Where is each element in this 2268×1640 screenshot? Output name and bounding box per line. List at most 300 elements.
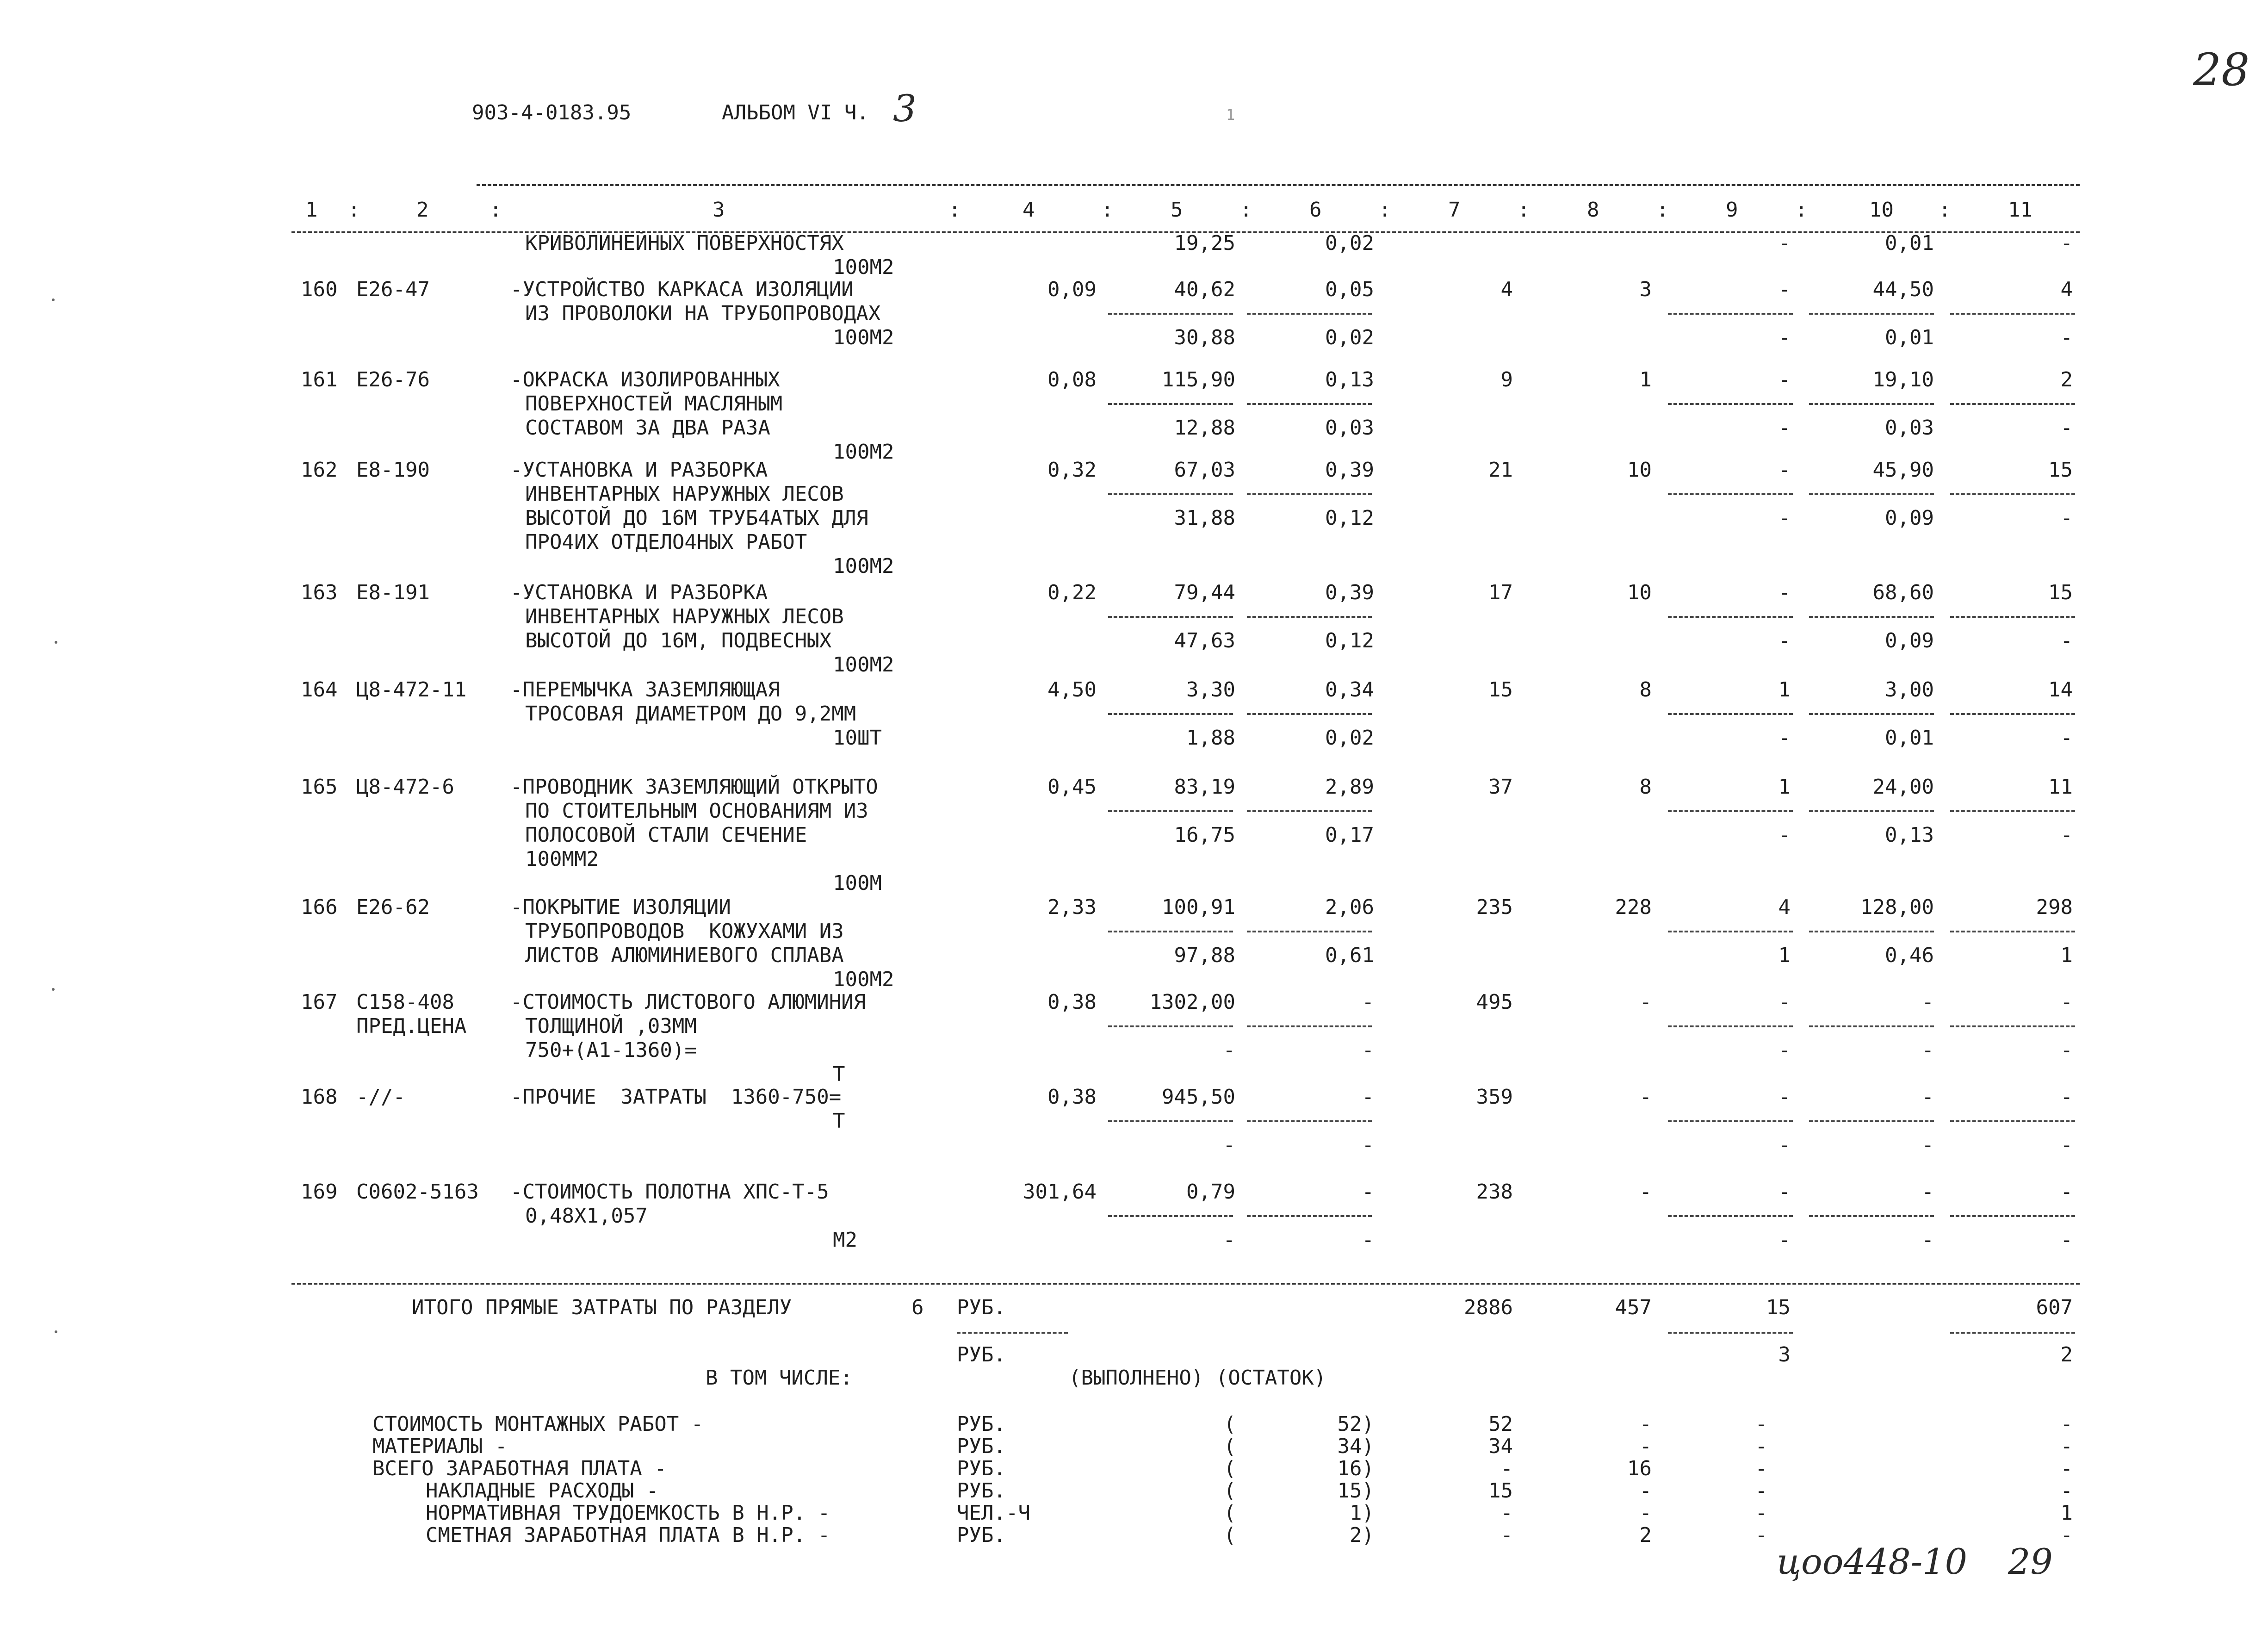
row-col11-sub: - bbox=[2060, 1038, 2073, 1062]
row-col9-sub: - bbox=[1778, 326, 1791, 349]
breakdown-label: СТОИМОСТЬ МОНТАЖНЫХ РАБОТ - bbox=[372, 1412, 704, 1436]
row-unit: 100М2 bbox=[833, 968, 894, 991]
row-col10-base: - bbox=[1921, 990, 1934, 1014]
row-separator bbox=[1809, 403, 1934, 405]
column-separator: : bbox=[1795, 198, 1808, 222]
column-separator: : bbox=[1379, 198, 1391, 222]
total-unit-2: РУБ. bbox=[957, 1343, 1006, 1367]
column-header-2: 2 bbox=[416, 198, 429, 222]
breakdown-unit: РУБ. bbox=[957, 1479, 1006, 1503]
row-code: Ц8-472-6 bbox=[356, 775, 454, 799]
row-col7: 9 bbox=[1500, 368, 1513, 391]
row-col10-sub: 0,09 bbox=[1885, 506, 1934, 530]
row-col6-sub: - bbox=[1362, 1228, 1374, 1252]
row-separator bbox=[1950, 713, 2075, 715]
row-separator bbox=[1247, 1025, 1372, 1027]
column-separator: : bbox=[1939, 198, 1951, 222]
row-col7: 37 bbox=[1488, 775, 1513, 799]
breakdown-label: НОРМАТИВНАЯ ТРУДОЕМКОСТЬ В Н.Р. - bbox=[426, 1501, 830, 1525]
row-code: Е26-47 bbox=[356, 278, 430, 301]
row-col10-base: 44,50 bbox=[1872, 278, 1934, 301]
row-col7: 21 bbox=[1488, 458, 1513, 482]
breakdown-col9: - bbox=[1755, 1523, 1767, 1547]
row-col11-base: 2 bbox=[2060, 368, 2073, 391]
row-number: 165 bbox=[301, 775, 338, 799]
row-col6-sub: 0,03 bbox=[1325, 416, 1374, 440]
row-description-line: -СТОИМОСТЬ ЛИСТОВОГО АЛЮМИНИЯ bbox=[510, 990, 866, 1014]
row-col10-base: - bbox=[1921, 1180, 1934, 1204]
row-number: 167 bbox=[301, 990, 338, 1014]
row-col5-base: 79,44 bbox=[1174, 581, 1235, 604]
row-col10-sub: - bbox=[1921, 1228, 1934, 1252]
row-description-line: 0,48Х1,057 bbox=[525, 1204, 648, 1228]
column-header-8: 8 bbox=[1587, 198, 1599, 222]
column-header-9: 9 bbox=[1726, 198, 1738, 222]
row-col11-sub: - bbox=[2060, 629, 2073, 652]
row-col7: 15 bbox=[1488, 678, 1513, 702]
row-col10-base: 24,00 bbox=[1872, 775, 1934, 799]
breakdown-done: 15) bbox=[1337, 1479, 1374, 1503]
total-sep-unit bbox=[957, 1332, 1068, 1334]
breakdown-col11: - bbox=[2060, 1412, 2073, 1436]
row-separator bbox=[1668, 1025, 1793, 1027]
row-col9-sub: - bbox=[1778, 1038, 1791, 1062]
in-that-number-label: В ТОМ ЧИСЛЕ: bbox=[706, 1366, 853, 1390]
row-separator bbox=[1668, 403, 1793, 405]
row-unit: 100М2 bbox=[833, 554, 894, 578]
row-col9-base: 1 bbox=[1778, 775, 1791, 799]
document-code: 903-4-0183.95 bbox=[472, 101, 632, 124]
row-description-line: СОСТАВОМ ЗА ДВА РАЗА bbox=[525, 416, 770, 440]
row-col4: 0,09 bbox=[1047, 278, 1097, 301]
row-description-line: ВЫСОТОЙ ДО 16М, ПОДВЕСНЫХ bbox=[525, 629, 832, 652]
row-col8: - bbox=[1639, 990, 1652, 1014]
row-col8: 10 bbox=[1627, 458, 1652, 482]
row-col6-base: - bbox=[1362, 990, 1374, 1014]
breakdown-open-paren: ( bbox=[1224, 1457, 1236, 1480]
breakdown-col7: - bbox=[1500, 1523, 1513, 1547]
row-separator bbox=[1108, 931, 1233, 932]
breakdown-col7: 52 bbox=[1488, 1412, 1513, 1436]
row-separator bbox=[1950, 493, 2075, 495]
row-col5-base: 83,19 bbox=[1174, 775, 1235, 799]
row-col11-base: 11 bbox=[2048, 775, 2073, 799]
row-separator bbox=[1950, 313, 2075, 315]
row-col5-sub: 16,75 bbox=[1174, 823, 1235, 847]
row-col10-sub: 0,13 bbox=[1885, 823, 1934, 847]
column-header-3: 3 bbox=[713, 198, 725, 222]
row-code: -//- bbox=[356, 1085, 405, 1109]
breakdown-done: 2) bbox=[1350, 1523, 1374, 1547]
row-code: Ц8-472-11 bbox=[356, 678, 467, 702]
row-description-line: ИНВЕНТАРНЫХ НАРУЖНЫХ ЛЕСОВ bbox=[525, 482, 844, 506]
row-description-line: -ПОКРЫТИЕ ИЗОЛЯЦИИ bbox=[510, 895, 731, 919]
row-separator bbox=[1247, 493, 1372, 495]
row-col11-base: 14 bbox=[2048, 678, 2073, 702]
row-col11-sub: - bbox=[2060, 416, 2073, 440]
row-separator bbox=[1247, 403, 1372, 405]
row-col5-base: 115,90 bbox=[1162, 368, 1235, 391]
column-header-6: 6 bbox=[1309, 198, 1322, 222]
row-col9-base: - bbox=[1778, 1180, 1791, 1204]
row-col11-base: 4 bbox=[2060, 278, 2073, 301]
column-separator: : bbox=[1240, 198, 1252, 222]
row-col11-sub: - bbox=[2060, 823, 2073, 847]
row-description-line: ИЗ ПРОВОЛОКИ НА ТРУБОПРОВОДАХ bbox=[525, 302, 881, 325]
column-separator: : bbox=[1656, 198, 1669, 222]
row-separator bbox=[1809, 1120, 1934, 1122]
row-number: 162 bbox=[301, 458, 338, 482]
breakdown-unit: РУБ. bbox=[957, 1412, 1006, 1436]
total-unit: РУБ. bbox=[957, 1296, 1006, 1319]
column-header-7: 7 bbox=[1448, 198, 1461, 222]
row-col8: 8 bbox=[1639, 678, 1652, 702]
row-col11-base: 15 bbox=[2048, 458, 2073, 482]
row-col5-sub: 47,63 bbox=[1174, 629, 1235, 652]
row-col11-base: 298 bbox=[2036, 895, 2073, 919]
row-col8: - bbox=[1639, 1180, 1652, 1204]
row-col4: 2,33 bbox=[1047, 895, 1097, 919]
row-separator bbox=[1809, 493, 1934, 495]
row-col4: 0,32 bbox=[1047, 458, 1097, 482]
row-separator bbox=[1668, 313, 1793, 315]
row-separator bbox=[1809, 1025, 1934, 1027]
column-header-1: 1 bbox=[305, 198, 318, 222]
row-separator bbox=[1809, 810, 1934, 812]
row-col10-base: - bbox=[1921, 1085, 1934, 1109]
row-description-line: -УСТАНОВКА И РАЗБОРКА bbox=[510, 458, 768, 482]
handwritten-footer-code: цоо448-10 bbox=[1777, 1541, 1967, 1582]
breakdown-col9: - bbox=[1755, 1435, 1767, 1458]
row-separator bbox=[1809, 1215, 1934, 1217]
row-separator bbox=[1950, 1120, 2075, 1122]
row-col5-base: 1302,00 bbox=[1149, 990, 1235, 1014]
row-description-line: ТРОСОВАЯ ДИАМЕТРОМ ДО 9,2ММ bbox=[525, 702, 856, 726]
row-col5-sub: 30,88 bbox=[1174, 326, 1235, 349]
breakdown-col8: 2 bbox=[1639, 1523, 1652, 1547]
row-col7: 495 bbox=[1476, 990, 1513, 1014]
breakdown-open-paren: ( bbox=[1224, 1501, 1236, 1525]
column-header-5: 5 bbox=[1171, 198, 1183, 222]
row-separator bbox=[1950, 810, 2075, 812]
row-unit: 100М bbox=[833, 871, 882, 895]
row-col8: 1 bbox=[1639, 368, 1652, 391]
row-unit: 100М2 bbox=[833, 255, 894, 279]
column-header-11: 11 bbox=[2008, 198, 2033, 222]
breakdown-done: 16) bbox=[1337, 1457, 1374, 1480]
breakdown-done: 1) bbox=[1350, 1501, 1374, 1525]
row-code: Е8-191 bbox=[356, 581, 430, 604]
row-separator bbox=[1247, 313, 1372, 315]
breakdown-unit: РУБ. bbox=[957, 1523, 1006, 1547]
row-col9-base: - bbox=[1778, 990, 1791, 1014]
row-col6-base: 0,05 bbox=[1325, 278, 1374, 301]
row-col10-base: 45,90 bbox=[1872, 458, 1934, 482]
row-code: С158-408 bbox=[356, 990, 454, 1014]
row-description-line: ПОЛОСОВОЙ СТАЛИ СЕЧЕНИЕ bbox=[525, 823, 807, 847]
row-col9-sub: - bbox=[1778, 629, 1791, 652]
breakdown-col7: - bbox=[1500, 1501, 1513, 1525]
breakdown-col9: - bbox=[1755, 1479, 1767, 1503]
row-separator bbox=[1108, 403, 1233, 405]
row-separator bbox=[1108, 1025, 1233, 1027]
breakdown-done: 34) bbox=[1337, 1435, 1374, 1458]
column-separator: : bbox=[948, 198, 961, 222]
row-separator bbox=[1809, 931, 1934, 932]
row-col5-base: 40,62 bbox=[1174, 278, 1235, 301]
row-col6-base: 2,06 bbox=[1325, 895, 1374, 919]
table-bottom-rule bbox=[291, 1283, 2080, 1285]
total-col11: 607 bbox=[2036, 1296, 2073, 1319]
column-separator: : bbox=[1518, 198, 1530, 222]
row-col10-sub: 0,01 bbox=[1885, 726, 1934, 750]
row-unit: Т bbox=[833, 1109, 845, 1133]
row-col10-base: 68,60 bbox=[1872, 581, 1934, 604]
row-col10-sub: 0,01 bbox=[1885, 231, 1934, 255]
small-mark: 1 bbox=[1226, 106, 1235, 124]
row-separator bbox=[1809, 616, 1934, 618]
row-separator bbox=[1950, 931, 2075, 932]
row-separator bbox=[1668, 1120, 1793, 1122]
row-col11-sub: - bbox=[2060, 1133, 2073, 1157]
breakdown-col8: - bbox=[1639, 1479, 1652, 1503]
row-separator bbox=[1108, 1120, 1233, 1122]
row-col5-sub: 1,88 bbox=[1186, 726, 1235, 750]
margin-speck bbox=[52, 298, 55, 301]
row-description-line: ТОЛЩИНОЙ ,03ММ bbox=[525, 1014, 697, 1038]
row-col9-base: - bbox=[1778, 278, 1791, 301]
row-col9-base: - bbox=[1778, 458, 1791, 482]
row-separator bbox=[1950, 616, 2075, 618]
row-col5-sub: 31,88 bbox=[1174, 506, 1235, 530]
breakdown-col11: - bbox=[2060, 1479, 2073, 1503]
row-col5-base: 67,03 bbox=[1174, 458, 1235, 482]
row-description-line: -СТОИМОСТЬ ПОЛОТНА ХПС-Т-5 bbox=[510, 1180, 829, 1204]
row-col9-sub: - bbox=[1778, 1228, 1791, 1252]
row-separator bbox=[1247, 810, 1372, 812]
row-col9-base: - bbox=[1778, 581, 1791, 604]
row-col7: 238 bbox=[1476, 1180, 1513, 1204]
row-separator bbox=[1668, 1215, 1793, 1217]
column-header-4: 4 bbox=[1022, 198, 1035, 222]
column-header-10: 10 bbox=[1869, 198, 1894, 222]
row-description-line: -УСТРОЙСТВО КАРКАСА ИЗОЛЯЦИИ bbox=[510, 278, 854, 301]
row-col6-sub: 0,12 bbox=[1325, 506, 1374, 530]
row-unit: Т bbox=[833, 1062, 845, 1086]
row-col5-sub: 19,25 bbox=[1174, 231, 1235, 255]
margin-speck bbox=[55, 1330, 57, 1333]
row-col6-sub: 0,02 bbox=[1325, 726, 1374, 750]
breakdown-col8: 16 bbox=[1627, 1457, 1652, 1480]
breakdown-label: СМЕТНАЯ ЗАРАБОТНАЯ ПЛАТА В Н.Р. - bbox=[426, 1523, 830, 1547]
row-number: 169 bbox=[301, 1180, 338, 1204]
row-col5-sub: - bbox=[1223, 1228, 1235, 1252]
total-sep-col9 bbox=[1668, 1332, 1793, 1334]
breakdown-unit: ЧЕЛ.-Ч bbox=[957, 1501, 1030, 1525]
row-description-line: -ОКРАСКА ИЗОЛИРОВАННЫХ bbox=[510, 368, 780, 391]
row-separator bbox=[1247, 616, 1372, 618]
row-description-line: -ПЕРЕМЫЧКА ЗАЗЕМЛЯЮЩАЯ bbox=[510, 678, 780, 702]
row-col11-sub: - bbox=[2060, 326, 2073, 349]
column-separator: : bbox=[490, 198, 502, 222]
breakdown-unit: РУБ. bbox=[957, 1457, 1006, 1480]
breakdown-label: НАКЛАДНЫЕ РАСХОДЫ - bbox=[426, 1479, 659, 1503]
row-col5-sub: - bbox=[1223, 1133, 1235, 1157]
row-unit: 100М2 bbox=[833, 440, 894, 464]
row-col4: 0,22 bbox=[1047, 581, 1097, 604]
total-col9-b: 3 bbox=[1778, 1343, 1791, 1367]
row-col7: 4 bbox=[1500, 278, 1513, 301]
row-col7: 17 bbox=[1488, 581, 1513, 604]
row-col11-base: - bbox=[2060, 1085, 2073, 1109]
column-separator: : bbox=[348, 198, 360, 222]
row-unit: 100М2 bbox=[833, 326, 894, 349]
row-code: Е8-190 bbox=[356, 458, 430, 482]
row-col9-sub: 1 bbox=[1778, 944, 1791, 967]
row-col11-sub: - bbox=[2060, 506, 2073, 530]
row-col6-sub: - bbox=[1362, 1133, 1374, 1157]
row-col9-sub: - bbox=[1778, 1133, 1791, 1157]
total-sep-col11 bbox=[1950, 1332, 2075, 1334]
row-separator bbox=[1668, 493, 1793, 495]
row-separator bbox=[1950, 1025, 2075, 1027]
row-col11-base: 15 bbox=[2048, 581, 2073, 604]
row-col5-base: 100,91 bbox=[1162, 895, 1235, 919]
row-col9-base: 4 bbox=[1778, 895, 1791, 919]
row-description-line: 100ММ2 bbox=[525, 847, 599, 871]
row-separator bbox=[1668, 931, 1793, 932]
row-description-line: -ПРОВОДНИК ЗАЗЕМЛЯЮЩИЙ ОТКРЫТО bbox=[510, 775, 878, 799]
row-description-line: ПО СТОИТЕЛЬНЫМ ОСНОВАНИЯМ ИЗ bbox=[525, 799, 868, 823]
row-col9-sub: - bbox=[1778, 231, 1791, 255]
row-col6-base: 0,13 bbox=[1325, 368, 1374, 391]
row-col10-sub: 0,01 bbox=[1885, 326, 1934, 349]
row-code: Е26-62 bbox=[356, 895, 430, 919]
breakdown-open-paren: ( bbox=[1224, 1412, 1236, 1436]
row-col5-base: 945,50 bbox=[1162, 1085, 1235, 1109]
handwritten-album-part: 3 bbox=[893, 87, 917, 130]
breakdown-col11: - bbox=[2060, 1435, 2073, 1458]
breakdown-col11: - bbox=[2060, 1457, 2073, 1480]
row-col10-sub: 0,46 bbox=[1885, 944, 1934, 967]
row-description-line: ТРУБОПРОВОДОВ КОЖУХАМИ ИЗ bbox=[525, 919, 844, 943]
row-separator bbox=[1247, 1215, 1372, 1217]
row-col10-sub: 0,03 bbox=[1885, 416, 1934, 440]
row-col6-sub: 0,17 bbox=[1325, 823, 1374, 847]
done-remainder-label: (ВЫПОЛНЕНО) (ОСТАТОК) bbox=[1069, 1366, 1326, 1390]
row-col6-sub: 0,61 bbox=[1325, 944, 1374, 967]
row-col7: 235 bbox=[1476, 895, 1513, 919]
row-col6-sub: 0,12 bbox=[1325, 629, 1374, 652]
row-col6-sub: - bbox=[1362, 1038, 1374, 1062]
row-col11-sub: - bbox=[2060, 231, 2073, 255]
breakdown-col11: - bbox=[2060, 1523, 2073, 1547]
row-col5-base: 3,30 bbox=[1186, 678, 1235, 702]
handwritten-footer-page: 29 bbox=[2008, 1541, 2053, 1582]
breakdown-col9: - bbox=[1755, 1501, 1767, 1525]
total-col11-b: 2 bbox=[2060, 1343, 2073, 1367]
breakdown-col11: 1 bbox=[2060, 1501, 2073, 1525]
row-code: С0602-5163 bbox=[356, 1180, 479, 1204]
row-col6-base: 0,39 bbox=[1325, 458, 1374, 482]
row-col9-base: - bbox=[1778, 1085, 1791, 1109]
row-separator bbox=[1668, 616, 1793, 618]
row-number: 163 bbox=[301, 581, 338, 604]
total-col8: 457 bbox=[1615, 1296, 1652, 1319]
row-description-line: ЛИСТОВ АЛЮМИНИЕВОГО СПЛАВА bbox=[525, 944, 844, 967]
handwritten-page-number: 28 bbox=[2193, 44, 2250, 96]
breakdown-col8: - bbox=[1639, 1412, 1652, 1436]
row-number: 164 bbox=[301, 678, 338, 702]
row-col6-base: - bbox=[1362, 1085, 1374, 1109]
row-separator bbox=[1108, 713, 1233, 715]
breakdown-open-paren: ( bbox=[1224, 1479, 1236, 1503]
margin-speck bbox=[55, 641, 57, 644]
row-col4: 301,64 bbox=[1023, 1180, 1097, 1204]
breakdown-col7: 15 bbox=[1488, 1479, 1513, 1503]
breakdown-open-paren: ( bbox=[1224, 1435, 1236, 1458]
row-separator bbox=[1247, 713, 1372, 715]
row-col8: 3 bbox=[1639, 278, 1652, 301]
row-col9-sub: - bbox=[1778, 726, 1791, 750]
row-col9-base: - bbox=[1778, 368, 1791, 391]
row-col10-sub: - bbox=[1921, 1133, 1934, 1157]
column-separator: : bbox=[1101, 198, 1114, 222]
breakdown-unit: РУБ. bbox=[957, 1435, 1006, 1458]
breakdown-label: МАТЕРИАЛЫ - bbox=[372, 1435, 508, 1458]
row-description-line: -ПРОЧИЕ ЗАТРАТЫ 1360-750= bbox=[510, 1085, 842, 1109]
row-col10-base: 3,00 bbox=[1885, 678, 1934, 702]
row-col11-sub: - bbox=[2060, 1228, 2073, 1252]
row-col11-base: - bbox=[2060, 990, 2073, 1014]
breakdown-done: 52) bbox=[1337, 1412, 1374, 1436]
row-description-line: -УСТАНОВКА И РАЗБОРКА bbox=[510, 581, 768, 604]
breakdown-col9: - bbox=[1755, 1412, 1767, 1436]
row-col10-sub: - bbox=[1921, 1038, 1934, 1062]
row-col9-base: 1 bbox=[1778, 678, 1791, 702]
row-col8: 10 bbox=[1627, 581, 1652, 604]
row-code-note: ПРЕД.ЦЕНА bbox=[356, 1014, 467, 1038]
row-description-line: ВЫСОТОЙ ДО 16М ТРУБ4АТЫХ ДЛЯ bbox=[525, 506, 868, 530]
row-col9-sub: - bbox=[1778, 823, 1791, 847]
row-col4: 0,38 bbox=[1047, 990, 1097, 1014]
total-col9: 15 bbox=[1766, 1296, 1791, 1319]
row-col8: 8 bbox=[1639, 775, 1652, 799]
row-separator bbox=[1668, 810, 1793, 812]
breakdown-col7: 34 bbox=[1488, 1435, 1513, 1458]
row-col6-sub: 0,02 bbox=[1325, 231, 1374, 255]
row-col6-sub: 0,02 bbox=[1325, 326, 1374, 349]
row-code: Е26-76 bbox=[356, 368, 430, 391]
row-col6-base: - bbox=[1362, 1180, 1374, 1204]
row-col4: 4,50 bbox=[1047, 678, 1097, 702]
row-col4: 0,38 bbox=[1047, 1085, 1097, 1109]
row-unit: 100М2 bbox=[833, 653, 894, 677]
row-separator bbox=[1247, 931, 1372, 932]
row-col5-base: 0,79 bbox=[1186, 1180, 1235, 1204]
album-label: АЛЬБОМ VI Ч. bbox=[722, 101, 869, 124]
row-description-line: ПОВЕРХНОСТЕЙ МАСЛЯНЫМ bbox=[525, 392, 783, 416]
row-number: 168 bbox=[301, 1085, 338, 1109]
row-separator bbox=[1668, 713, 1793, 715]
breakdown-col8: - bbox=[1639, 1501, 1652, 1525]
margin-speck bbox=[52, 988, 55, 991]
total-section: 6 bbox=[911, 1296, 924, 1319]
row-col10-base: 19,10 bbox=[1872, 368, 1934, 391]
row-number: 160 bbox=[301, 278, 338, 301]
row-col10-sub: 0,09 bbox=[1885, 629, 1934, 652]
row-col4: 0,08 bbox=[1047, 368, 1097, 391]
